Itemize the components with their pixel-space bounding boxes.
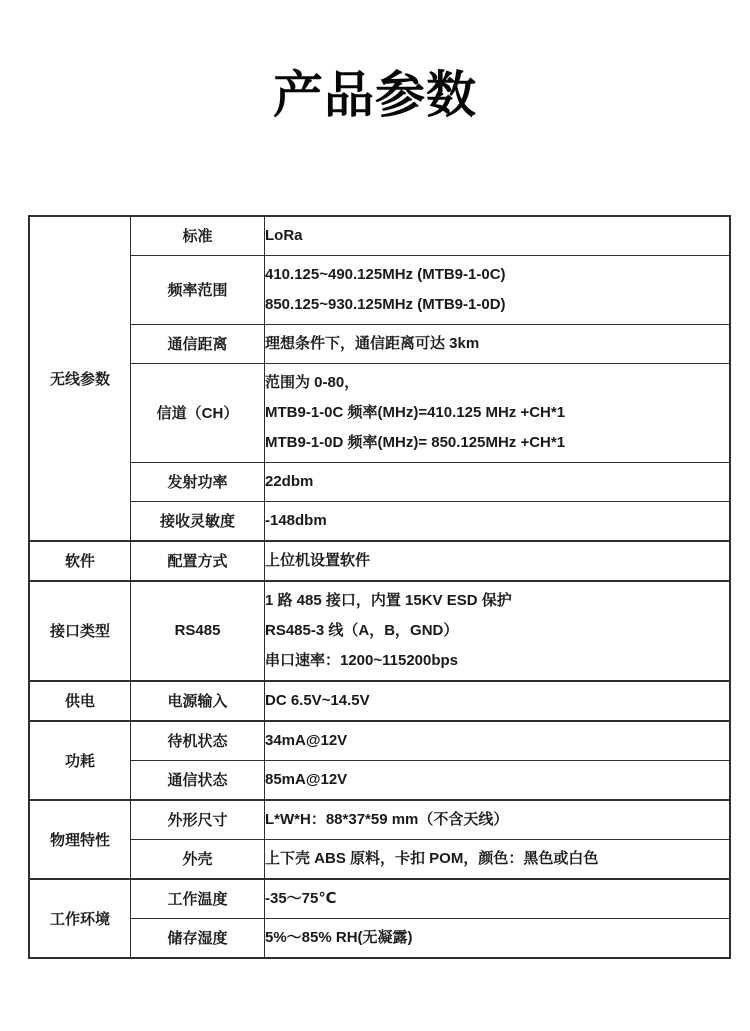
value-line: 上下壳 ABS 原料，卡扣 POM，颜色：黑色或白色 — [265, 849, 599, 867]
value-line: 范围为 0-80， — [265, 373, 360, 391]
param-cell: 待机状态 — [131, 721, 265, 761]
param-cell: 电源输入 — [131, 681, 265, 721]
value-line: DC 6.5V~14.5V — [265, 691, 370, 709]
param-cell: 通信状态 — [131, 760, 265, 800]
value-cell — [265, 839, 731, 879]
value-cell — [265, 681, 731, 721]
page — [0, 64, 750, 1031]
table-row — [29, 462, 730, 501]
param-cell: 配置方式 — [131, 541, 265, 581]
value-cell — [265, 800, 731, 840]
table-row — [29, 581, 730, 681]
param-cell: 发射功率 — [131, 462, 265, 501]
table-row — [29, 255, 730, 324]
param-cell: 工作温度 — [131, 879, 265, 919]
category-cell: 功耗 — [29, 721, 131, 800]
table-row — [29, 879, 730, 919]
value-line: 1 路 485 接口，内置 15KV ESD 保护 — [265, 591, 512, 609]
param-cell: 接收灵敏度 — [131, 501, 265, 541]
value-cell — [265, 721, 731, 761]
category-cell: 无线参数 — [29, 216, 131, 541]
value-line: L*W*H：88*37*59 mm（不含天线） — [265, 810, 509, 828]
param-cell: 外形尺寸 — [131, 800, 265, 840]
value-cell — [265, 216, 731, 256]
value-line: 22dbm — [265, 472, 314, 490]
value-line: MTB9-1-0C 频率(MHz)=410.125 MHz +CH*1 — [265, 403, 566, 421]
param-cell: 外壳 — [131, 839, 265, 879]
value-cell — [265, 501, 731, 541]
category-cell: 供电 — [29, 681, 131, 721]
table-row — [29, 918, 730, 958]
value-line: 上位机设置软件 — [265, 551, 371, 569]
table-row — [29, 216, 730, 256]
category-cell: 软件 — [29, 541, 131, 581]
param-cell: 频率范围 — [131, 255, 265, 324]
table-row — [29, 541, 730, 581]
category-cell: 工作环境 — [29, 879, 131, 958]
value-line: LoRa — [265, 226, 303, 244]
value-cell — [265, 541, 731, 581]
value-line: -148dbm — [265, 511, 327, 529]
value-cell — [265, 363, 731, 462]
page-title: 产品参数 — [273, 67, 477, 123]
table-row — [29, 324, 730, 363]
param-cell: 信道（CH） — [131, 363, 265, 462]
value-cell — [265, 581, 731, 681]
value-cell — [265, 879, 731, 919]
table-row — [29, 681, 730, 721]
product-spec-table-body — [29, 216, 730, 958]
value-line: 85mA@12V — [265, 770, 348, 788]
product-spec-table — [28, 215, 731, 959]
category-cell: 物理特性 — [29, 800, 131, 879]
value-cell — [265, 462, 731, 501]
value-line: MTB9-1-0D 频率(MHz)= 850.125MHz +CH*1 — [265, 433, 566, 451]
table-row — [29, 363, 730, 462]
value-line: RS485-3 线（A，B，GND） — [265, 621, 459, 639]
value-line: 理想条件下，通信距离可达 3km — [265, 334, 480, 352]
value-line: -35～75℃ — [265, 889, 337, 907]
category-cell: 接口类型 — [29, 581, 131, 681]
table-row — [29, 501, 730, 541]
value-line: 850.125~930.125MHz (MTB9-1-0D) — [265, 295, 506, 313]
param-cell: 通信距离 — [131, 324, 265, 363]
param-cell: RS485 — [131, 581, 265, 681]
value-line: 410.125~490.125MHz (MTB9-1-0C) — [265, 265, 506, 283]
table-row — [29, 839, 730, 879]
value-cell — [265, 918, 731, 958]
value-line: 34mA@12V — [265, 731, 348, 749]
table-row — [29, 800, 730, 840]
table-row — [29, 721, 730, 761]
value-line: 5%～85% RH(无凝露) — [265, 928, 413, 946]
param-cell: 标准 — [131, 216, 265, 256]
table-row — [29, 760, 730, 800]
value-cell — [265, 760, 731, 800]
value-cell — [265, 255, 731, 324]
value-cell — [265, 324, 731, 363]
param-cell: 储存湿度 — [131, 918, 265, 958]
value-line: 串口速率：1200~115200bps — [265, 651, 459, 669]
